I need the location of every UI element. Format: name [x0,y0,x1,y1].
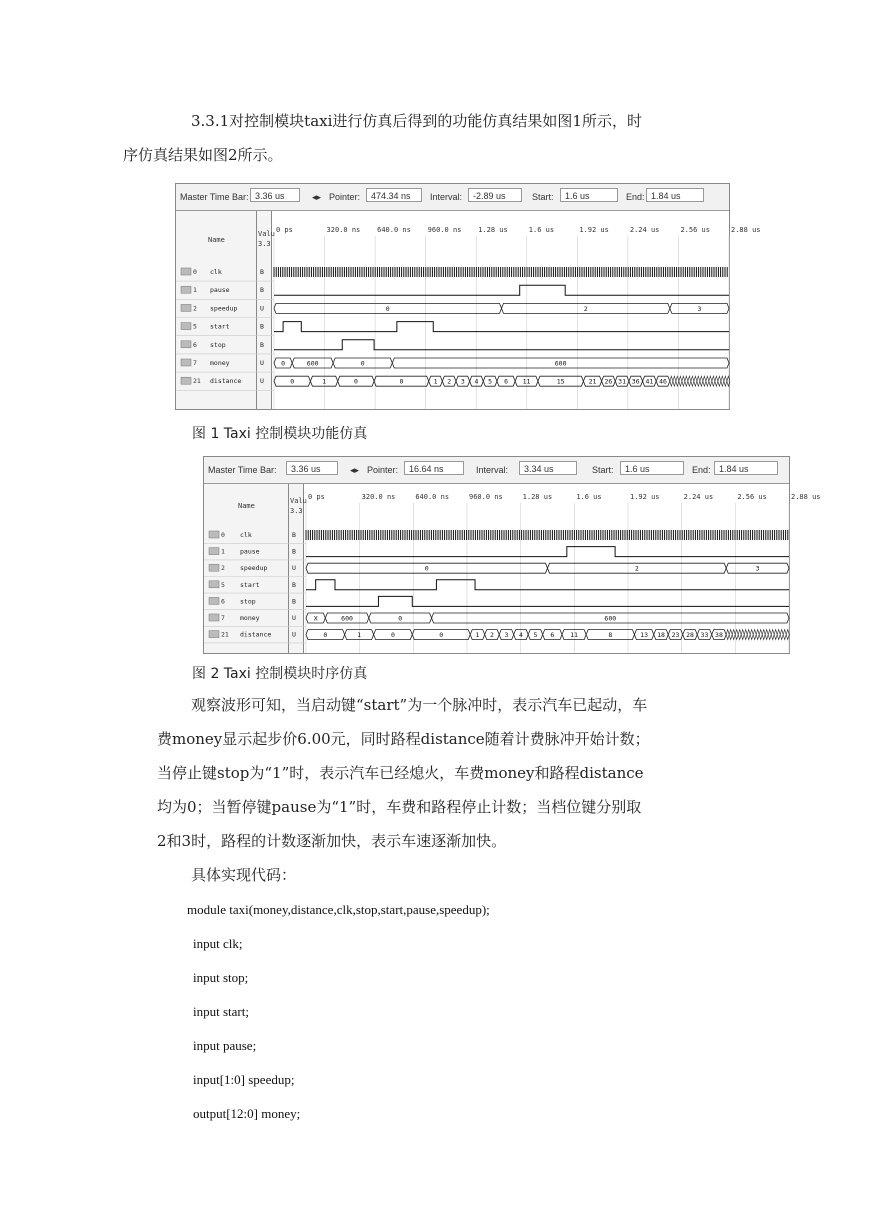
distance-dense-transition [712,376,715,386]
signal-value: B [292,580,296,589]
figure-1-caption: 图 1 Taxi 控制模块功能仿真 [192,426,368,442]
code-line: module taxi(money,distance,clk,stop,start,pause,speedup); [187,902,490,917]
distance-value: 3 [460,377,465,386]
code-line: input stop; [193,970,249,985]
distance-value: 6 [550,631,555,640]
pin-icon [209,531,219,538]
time-tick-label: 2.88 us [791,493,821,501]
signal-name: start [240,580,260,589]
distance-value: 41 [645,377,654,386]
name-header: Name [238,502,255,510]
distance-dense-transition [703,376,706,386]
signal-index: 21 [221,630,229,639]
distance-dense-transition [688,376,691,386]
pin-icon [209,597,219,604]
analysis-line-3: 当停止键stop为“1”时，表示汽车已经熄火，车费money和路程distance [157,764,644,782]
distance-value: 5 [488,377,493,386]
distance-value: 18 [657,631,665,640]
pause-wave [274,285,729,295]
master-time-value[interactable]: 3.36 us [250,188,300,202]
distance-value: 5 [533,631,538,640]
master-time-bar-label: Master Time Bar: [180,192,249,202]
distance-value: 1 [322,377,327,386]
pin-icon [181,359,191,366]
speedup-value: 3 [755,564,760,573]
signal-index: 5 [221,580,225,589]
signal-value: B [292,531,296,539]
code-line: input start; [193,1004,249,1019]
master-time-bar-label: Master Time Bar: [208,465,277,475]
start-wave [274,322,729,332]
distance-value: 38 [715,631,723,640]
distance-value: 0 [399,377,404,386]
code-line: input pause; [193,1038,257,1053]
distance-dense-transition [700,376,703,386]
signal-value: U [260,359,264,367]
distance-value: 36 [631,377,640,386]
name-header: Name [208,236,225,244]
signal-name: money [240,614,260,622]
waveform-plot [176,184,761,409]
distance-value: 21 [588,377,597,386]
signal-value: B [260,268,264,276]
signal-index: 7 [193,359,197,367]
signal-value: B [292,547,296,556]
distance-dense-transition [738,630,741,640]
interval-value[interactable]: -2.89 us [468,188,522,202]
speedup-value: 3 [697,304,702,313]
time-tick-label: 2.56 us [680,226,710,234]
distance-dense-transition [670,376,673,386]
pin-icon [181,268,191,275]
signal-value: U [292,614,296,622]
distance-dense-transition [756,630,759,640]
time-tick-label: 2.88 us [731,226,761,234]
speedup-value: 0 [424,564,429,573]
distance-dense-transition [727,376,730,386]
distance-dense-transition [679,376,682,386]
time-tick-label: 2.24 us [683,493,714,501]
distance-value: 1 [357,631,362,640]
signal-index: 1 [221,547,225,556]
distance-dense-transition [694,376,697,386]
distance-dense-transition [762,630,765,640]
signal-value: U [292,630,296,639]
distance-dense-transition [783,630,786,640]
money-value: 0 [360,359,365,368]
value-header-2: 3.3 [290,507,303,515]
pause-wave [306,547,789,557]
distance-dense-transition [771,630,774,640]
waveform-plot [204,457,821,653]
analysis-line-2: 费money显示起步价6.00元，同时路程distance随着计费脉冲开始计数； [157,730,650,748]
signal-name: stop [210,340,226,349]
distance-dense-transition [691,376,694,386]
interval-label: Interval: [476,465,509,475]
distance-dense-transition [732,630,735,640]
distance-dense-transition [709,376,712,386]
distance-dense-transition [697,376,700,386]
pin-icon [181,377,191,384]
distance-value: 6 [504,377,509,386]
start-value[interactable]: 1.6 us [620,461,684,475]
start-label: Start: [592,465,614,475]
signal-index: 6 [221,597,225,606]
distance-value: 1 [475,631,480,640]
distance-value: 23 [671,631,680,640]
money-value: 0 [398,614,403,623]
distance-dense-transition [747,630,750,640]
distance-dense-transition [685,376,688,386]
code-line: input[1:0] speedup; [193,1072,295,1087]
pin-icon [209,581,219,588]
distance-dense-transition [765,630,768,640]
time-tick-label: 960.0 ns [427,226,462,234]
distance-value: 4 [518,631,523,640]
time-tick-label: 1.6 us [576,493,602,501]
distance-dense-transition [729,630,732,640]
distance-value: 28 [686,631,694,640]
end-value[interactable]: 1.84 us [714,461,778,475]
scroll-arrows-icon[interactable]: ◂▸ [350,465,360,475]
signal-value: B [260,340,264,349]
distance-value: 26 [604,377,613,386]
distance-value: 0 [353,377,358,386]
distance-dense-transition [673,376,676,386]
value-header: Valu [258,230,275,238]
time-tick-label: 1.92 us [579,226,609,234]
pin-icon [181,304,191,311]
distance-value: 11 [522,377,531,386]
signal-value: B [260,286,264,295]
end-value[interactable]: 1.84 us [646,188,704,202]
pin-icon [209,631,219,638]
distance-dense-transition [741,630,744,640]
signal-value: U [260,377,264,386]
pointer-label: Pointer: [367,465,399,475]
distance-dense-transition [744,630,747,640]
pointer-label: Pointer: [329,192,361,202]
distance-dense-transition [735,630,738,640]
start-wave [306,580,789,590]
pin-icon [209,548,219,555]
pin-icon [181,341,191,348]
money-value: 600 [306,359,319,368]
stop-wave [274,340,729,350]
signal-name: distance [240,630,272,639]
distance-dense-transition [724,376,727,386]
distance-dense-transition [721,376,724,386]
signal-index: 5 [193,322,197,331]
stop-wave [306,596,789,606]
scroll-arrows-icon[interactable]: ◂▸ [312,192,322,202]
speedup-value: 0 [385,304,390,313]
signal-name: start [210,322,230,331]
time-tick-label: 1.6 us [528,226,555,234]
distance-value: 8 [608,631,613,640]
speedup-value: 2 [583,304,588,313]
code-line: output[12:0] money; [193,1106,301,1121]
signal-index: 21 [193,377,201,386]
code-intro: 具体实现代码： [191,866,297,884]
distance-value: 33 [700,631,709,640]
start-value[interactable]: 1.6 us [560,188,618,202]
signal-name: speedup [240,564,268,573]
distance-value: 46 [659,377,667,386]
intro-paragraph [123,104,739,172]
signal-index: 1 [193,286,197,295]
distance-value: 4 [474,377,479,386]
master-time-value[interactable]: 3.36 us [286,461,338,475]
time-tick-label: 320.0 ns [326,226,361,234]
signal-name: speedup [210,304,238,313]
time-tick-label: 960.0 ns [469,493,503,501]
waveform-figure-2 [203,456,821,654]
time-tick-label: 0 ps [308,493,325,501]
distance-value: 13 [640,631,649,640]
speedup-value: 2 [634,564,639,573]
time-tick-label: 1.92 us [630,493,660,501]
distance-dense-transition [759,630,762,640]
distance-value: 3 [504,631,509,640]
analysis-line-1: 观察波形可知，当启动键“start”为一个脉冲时，表示汽车已起动，车 [191,696,648,714]
intro-line-2: 序仿真结果如图2所示。 [123,146,283,164]
distance-value: 1 [433,377,438,386]
distance-dense-transition [750,630,753,640]
pointer-value[interactable]: 16.64 ns [404,461,464,475]
waveform-figure-1 [175,183,761,410]
signal-value: U [260,304,264,313]
analysis-line-4: 均为0；当暂停键pause为“1”时，车费和路程停止计数；当档位键分别取 [157,798,642,816]
signal-name: distance [210,377,242,386]
signal-index: 7 [221,614,225,622]
code-line: input clk; [193,936,243,951]
distance-value: 0 [390,631,395,640]
pointer-value[interactable]: 474.34 ns [366,188,422,202]
distance-dense-transition [777,630,780,640]
signal-index: 0 [221,531,225,539]
distance-dense-transition [682,376,685,386]
signal-index: 6 [193,340,197,349]
distance-value: 11 [570,631,578,640]
intro-line-1: 3.3.1对控制模块taxi进行仿真后得到的功能仿真结果如图1所示，时 [191,112,642,130]
distance-dense-transition [706,376,709,386]
distance-value: 15 [556,377,565,386]
money-value: 600 [341,614,353,623]
time-tick-label: 320.0 ns [361,493,396,501]
value-header: Valu [290,497,307,505]
signal-name: pause [210,286,230,295]
distance-dense-transition [768,630,771,640]
interval-value[interactable]: 3.34 us [519,461,577,475]
value-header-2: 3.3 [258,240,271,248]
distance-dense-transition [726,630,729,640]
distance-value: 2 [489,631,494,640]
distance-dense-transition [780,630,783,640]
signal-index: 2 [221,564,225,573]
distance-value: 2 [447,377,452,386]
distance-dense-transition [774,630,777,640]
figure-2-caption: 图 2 Taxi 控制模块时序仿真 [192,666,368,682]
money-value: 0 [281,359,286,368]
distance-value: 0 [323,631,328,640]
distance-value: 0 [439,631,444,640]
signal-name: stop [240,597,256,606]
time-tick-label: 2.56 us [737,493,767,501]
pin-icon [181,323,191,330]
end-label: End: [626,192,645,202]
signal-value: B [260,322,264,331]
distance-dense-transition [718,376,721,386]
signal-value: B [292,597,296,606]
signal-name: money [210,359,230,367]
analysis-line-5: 2和3时，路程的计数逐渐加快，表示车速逐渐加快。 [157,832,507,850]
start-label: Start: [532,192,554,202]
money-value: 600 [604,614,617,623]
time-tick-label: 1.28 us [522,493,553,501]
time-tick-label: 2.24 us [629,226,660,234]
end-label: End: [692,465,711,475]
pin-icon [209,564,219,571]
distance-value: 31 [618,377,626,386]
time-tick-label: 1.28 us [478,226,508,234]
money-value: 600 [554,359,567,368]
time-tick-label: 640.0 ns [415,493,450,501]
interval-label: Interval: [430,192,463,202]
pin-icon [181,286,191,293]
money-value: X [313,614,318,623]
analysis-paragraph [157,688,739,858]
time-tick-label: 0 ps [276,226,293,234]
time-tick-label: 640.0 ns [377,226,411,234]
signal-name: clk [240,531,252,539]
distance-value: 0 [290,377,295,386]
signal-index: 0 [193,268,197,276]
pin-icon [209,614,219,621]
signal-index: 2 [193,304,197,313]
signal-name: clk [210,268,222,276]
signal-value: U [292,564,296,573]
distance-dense-transition [753,630,756,640]
signal-name: pause [240,547,260,556]
distance-dense-transition [715,376,718,386]
